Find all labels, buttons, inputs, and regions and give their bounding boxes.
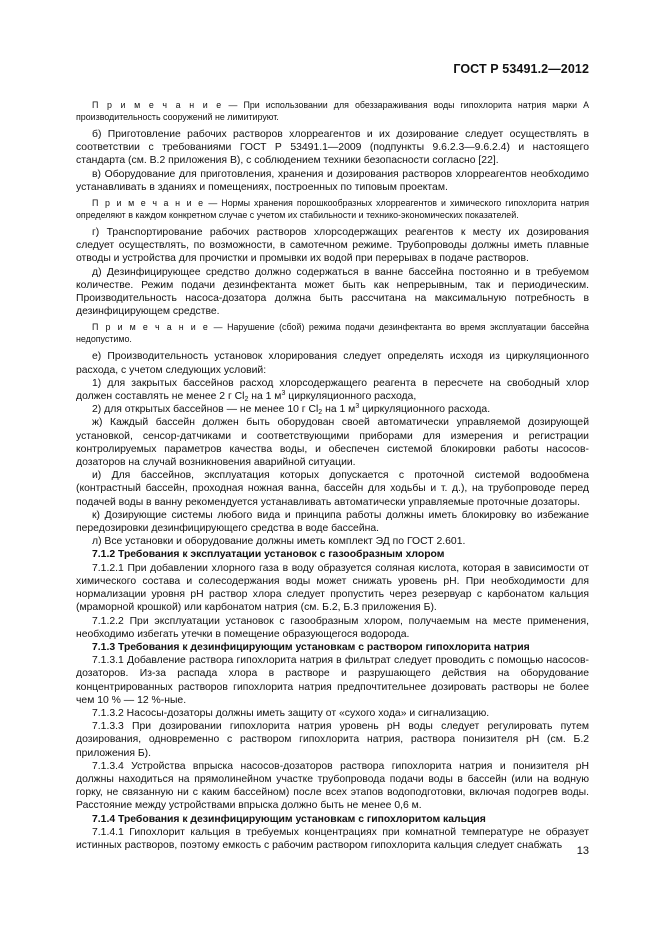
subscript: 2 xyxy=(244,396,249,404)
note-1 xyxy=(76,99,589,123)
subscript: 2 xyxy=(318,409,323,417)
paragraph-e1 xyxy=(76,377,589,403)
text-run: циркуляционного расхода. xyxy=(359,404,491,416)
paragraph-b: б) Приготовление рабочих растворов хлорреагентов и их дозирование следует осуществлять в соответствии с требованиями ГОСТ Р 53491.1—2009 (подпункты 9.6.2.3—9.6.2.4) и настоящего стандарта (см. В.2 приложения В), с соблюдением техники безопасности согласно [22]. xyxy=(76,129,589,167)
text-run: 1) для закрытых бассейнов расход хлорсодержащего реагента в пересчете на свободный хлор должен составлять не менее 2 г Cl xyxy=(76,377,589,403)
note-label: П р и м е ч а н и е xyxy=(92,322,210,333)
note-label: П р и м е ч а н и е xyxy=(92,198,205,209)
superscript: 3 xyxy=(355,403,360,411)
note-2 xyxy=(76,197,589,221)
note-text: — Нарушение (сбой) режима подачи дезинфектанта во время эксплуатации бассейна недопустимо. xyxy=(76,322,589,345)
note-3 xyxy=(76,321,589,345)
note-text: — При использовании для обеззараживания воды гипохлорита натрия марки А производительность сооружений не лимитируют. xyxy=(76,100,589,122)
section-heading-7-1-2: 7.1.2 Требования к эксплуатации установок с газообразным хлором xyxy=(92,549,445,561)
paragraph-l: л) Все установки и оборудование должны иметь комплект ЭД по ГОСТ 2.601. xyxy=(92,536,466,548)
paragraph-d: д) Дезинфицирующее средство должно содержаться в ванне бассейна постоянно и в требуемом количестве. Режим подачи дезинфектанта может быть как непрерывным, так и периодическим. Производительность насоса-дозатора должна быть рассчитана на максимальную потребность в дезинфицирующем средстве. xyxy=(76,266,589,318)
item-7-1-3-1: 7.1.3.1 Добавление раствора гипохлорита натрия в фильтрат следует проводить с помощью насосов-дозаторов. Из-за распада хлора в растворе и разрушающего действия на оборудование концентрированных растворов гипохлорита натрия предпочтительнее дозировать растворы не более чем 10 % — 12 %-ные. xyxy=(76,655,589,706)
page-number: 13 xyxy=(576,845,589,857)
note-label: П р и м е ч а н и е xyxy=(92,100,223,110)
note-text: — Нормы хранения порошкообразных хлорреагентов и химического гипохлорита натрия определяют в каждом конкретном случае с учетом их стабильности и технико-экономических показателей. xyxy=(76,198,589,221)
paragraph-k: к) Дозирующие системы любого вида и принципа работы должны иметь блокировку во избежание передозировки дезинфицирующего средства в воде бассейна. xyxy=(76,509,589,535)
item-7-1-3-4: 7.1.3.4 Устройства впрыска насосов-дозаторов раствора гипохлорита натрия и понизителя pH должны находиться на прямолинейном участке трубопровода подачи воды в бассейн (или на водную горку, не связанную ни с каким бассейном) после всех этапов водоподготовки, включая подогрев воды. Расстояние между устройствами впрыска должно быть не менее 0,6 м. xyxy=(76,760,589,812)
paragraph-v: в) Оборудование для приготовления, хранения и дозирования растворов хлорреагентов необходимо устанавливать в зданиях и помещениях, построенных по типовым проектам. xyxy=(76,168,589,193)
item-7-1-4-1: 7.1.4.1 Гипохлорит кальция в требуемых концентрациях при комнатной температуре не образует истинных растворов, поэтому емкость с рабочим раствором гипохлорита кальция следует снабжать xyxy=(76,826,589,851)
paragraph-i: и) Для бассейнов, эксплуатация которых допускается с проточной системой водообмена (контрастный бассейн, проходная ножная ванна, бассейн для ходьбы и т. д.), на трубопроводе перед подачей воды в ванну рекомендуется устанавливать автоматически управляемые проточные дозаторы. xyxy=(76,470,589,508)
text-run: на 1 м xyxy=(248,391,282,403)
section-heading-7-1-4: 7.1.4 Требования к дезинфицирующим установкам с гипохлоритом кальция xyxy=(92,813,486,825)
paragraph-zh: ж) Каждый бассейн должен быть оборудован своей автоматически управляемой дозирующей установкой, сенсор-датчиками и соответствующими приборами для измерения и регистрации контролируемых параметров качества воды, и обеспечен системой блокировки работы насосов-дозаторов на случай возникновения аварийной ситуации. xyxy=(76,417,589,469)
item-7-1-2-2: 7.1.2.2 При эксплуатации установок с газообразным хлором, получаемым на месте применения, необходимо избегать утечки в помещение образующегося водорода. xyxy=(76,615,589,640)
document-body xyxy=(76,96,589,852)
item-7-1-3-3: 7.1.3.3 При дозировании гипохлорита натрия уровень pH воды следует регулировать путем дозирования, одновременно с раствором гипохлорита натрия, раствора понизителя pH (см. Б.2 приложения Б). xyxy=(76,721,589,759)
section-heading-7-1-3: 7.1.3 Требования к дезинфицирующим установкам с раствором гипохлорита натрия xyxy=(92,641,530,653)
standard-header: ГОСТ Р 53491.2—2012 xyxy=(453,62,589,76)
paragraph-g: г) Транспортирование рабочих растворов хлорсодержащих реагентов к месту их дозирования следует осуществлять, по возможности, в самотечном режиме. Трубопроводы должны иметь плавные отводы и устройства для прочистки и промывки их водой при перерывах в подаче растворов. xyxy=(76,227,589,265)
item-7-1-2-1: 7.1.2.1 При добавлении хлорного газа в воду образуется соляная кислота, которая в зависимости от химического состава и солесодержания воды может снижать уровень pH. При необходимости для нормализации уровня pH раствор хлора следует пропустить через резервуар с карбонатом кальция (мраморной крошкой) или карбонатом натрия (см. Б.2, Б.3 приложения Б). xyxy=(76,562,589,614)
text-run: циркуляционного расхода, xyxy=(285,391,417,403)
text-run: 2) для открытых бассейнов — не менее 10 г Cl xyxy=(92,404,319,416)
superscript: 3 xyxy=(281,390,286,398)
paragraph-e2 xyxy=(76,403,589,416)
item-7-1-3-2: 7.1.3.2 Насосы-дозаторы должны иметь защиту от «сухого хода» и сигнализацию. xyxy=(92,707,490,719)
paragraph-e: е) Производительность установок хлорирования следует определять исходя из циркуляционного расхода, с учетом следующих условий: xyxy=(76,351,589,376)
text-run: на 1 м xyxy=(322,404,356,416)
